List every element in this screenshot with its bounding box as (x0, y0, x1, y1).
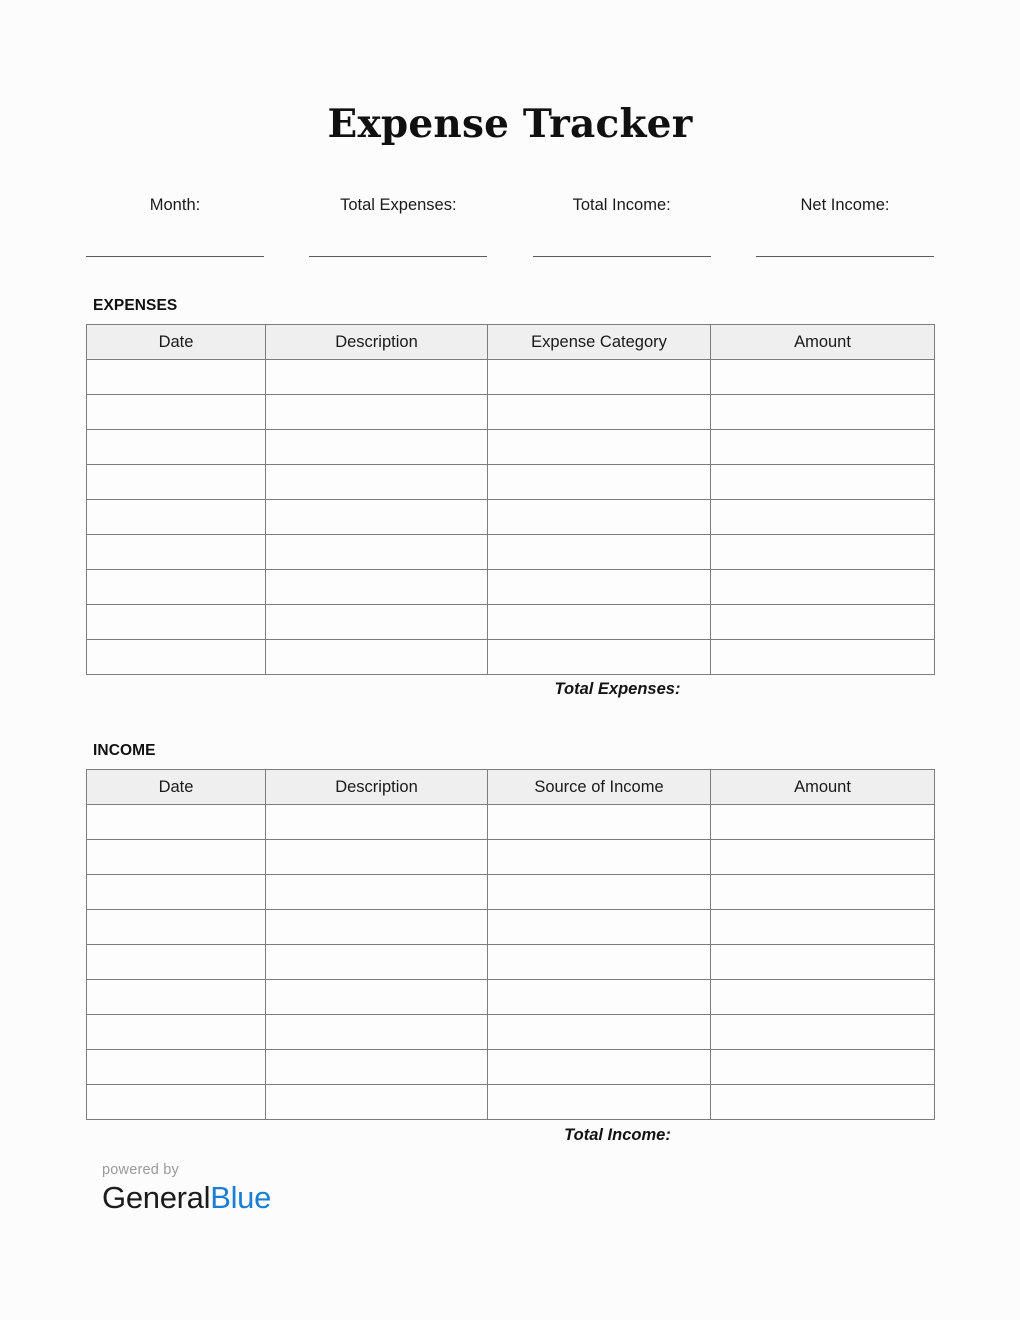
expenses-table-row-cell[interactable] (87, 535, 266, 570)
income-table-row-cell[interactable] (266, 875, 488, 910)
expenses-table-row-cell[interactable] (266, 430, 488, 465)
expenses-table-row (87, 500, 935, 535)
expenses-table-row-cell[interactable] (711, 640, 935, 675)
expenses-table-row-cell[interactable] (266, 395, 488, 430)
expenses-table-row-cell[interactable] (488, 465, 711, 500)
income-table-row-cell[interactable] (87, 1050, 266, 1085)
income-table-row-cell[interactable] (87, 910, 266, 945)
expenses-table-row-cell[interactable] (711, 430, 935, 465)
expenses-column-header-date: Date (87, 325, 266, 360)
brand-general-text: General (102, 1179, 211, 1215)
income-table-row-cell[interactable] (488, 875, 711, 910)
income-table-row (87, 1085, 935, 1120)
income-table-row (87, 1015, 935, 1050)
income-table-body (87, 805, 935, 1120)
summary-field-net-income (756, 196, 934, 257)
powered-by-label: powered by (102, 1162, 179, 1178)
income-table-row (87, 805, 935, 840)
income-total-line (86, 1126, 934, 1145)
income-table-row-cell[interactable] (87, 875, 266, 910)
expenses-table-row-cell[interactable] (87, 395, 266, 430)
income-column-header-description: Description (266, 770, 488, 805)
expenses-table-row-cell[interactable] (488, 500, 711, 535)
generalblue-logo (102, 1163, 271, 1213)
expenses-table (86, 324, 935, 675)
income-table-row-cell[interactable] (488, 1085, 711, 1120)
expenses-column-header-amount: Amount (711, 325, 935, 360)
expenses-table-row-cell[interactable] (488, 430, 711, 465)
income-table-row-cell[interactable] (266, 1085, 488, 1120)
income-table-row-cell[interactable] (87, 1085, 266, 1120)
expenses-table-row-cell[interactable] (266, 535, 488, 570)
expenses-table-row-cell[interactable] (711, 360, 935, 395)
expenses-table-row-cell[interactable] (488, 570, 711, 605)
expenses-table-row-cell[interactable] (488, 605, 711, 640)
income-table-row-cell[interactable] (266, 1050, 488, 1085)
income-table-row-cell[interactable] (488, 1050, 711, 1085)
expenses-table-row-cell[interactable] (87, 430, 266, 465)
summary-label-total-expenses: Total Expenses: (340, 196, 457, 214)
expenses-table-row (87, 640, 935, 675)
brand-wordmark (102, 1179, 272, 1215)
expenses-column-header-category: Expense Category (488, 325, 711, 360)
summary-field-total-expenses (309, 196, 487, 257)
income-table-row (87, 910, 935, 945)
income-table (86, 769, 935, 1120)
summary-input-total-income[interactable] (533, 256, 711, 257)
income-table-row-cell[interactable] (266, 1015, 488, 1050)
expenses-table-row-cell[interactable] (711, 465, 935, 500)
expenses-column-header-description: Description (266, 325, 488, 360)
expenses-table-row (87, 535, 935, 570)
income-table-row-cell[interactable] (87, 840, 266, 875)
income-table-row (87, 1050, 935, 1085)
expenses-table-row-cell[interactable] (488, 395, 711, 430)
summary-input-net-income[interactable] (756, 256, 934, 257)
income-table-row-cell[interactable] (711, 980, 935, 1015)
expenses-table-row-cell[interactable] (87, 605, 266, 640)
expenses-table-row-cell[interactable] (711, 570, 935, 605)
expenses-table-row (87, 395, 935, 430)
expenses-table-row (87, 360, 935, 395)
income-column-header-source: Source of Income (488, 770, 711, 805)
income-total-label: Total Income: (564, 1126, 671, 1144)
brand-blue-text: Blue (210, 1179, 272, 1215)
expenses-table-row-cell[interactable] (87, 500, 266, 535)
expenses-table-row-cell[interactable] (266, 360, 488, 395)
summary-input-total-expenses[interactable] (309, 256, 487, 257)
expenses-table-row-cell[interactable] (488, 640, 711, 675)
expenses-table-row (87, 430, 935, 465)
expenses-table-row-cell[interactable] (266, 640, 488, 675)
income-table-row-cell[interactable] (711, 1050, 935, 1085)
income-table-row-cell[interactable] (266, 910, 488, 945)
expenses-table-row-cell[interactable] (711, 395, 935, 430)
expenses-table-row (87, 465, 935, 500)
expenses-table-row-cell[interactable] (488, 360, 711, 395)
expenses-table-row-cell[interactable] (711, 500, 935, 535)
expenses-table-body (87, 360, 935, 675)
summary-label-net-income: Net Income: (800, 196, 890, 214)
expenses-table-row-cell[interactable] (266, 500, 488, 535)
expenses-table-row-cell[interactable] (266, 465, 488, 500)
income-column-header-amount: Amount (711, 770, 935, 805)
income-table-row (87, 980, 935, 1015)
summary-field-total-income (533, 196, 711, 257)
income-table-row-cell[interactable] (711, 840, 935, 875)
income-table-row-cell[interactable] (711, 945, 935, 980)
summary-label-month: Month: (149, 196, 201, 214)
section-label-income: INCOME (93, 742, 156, 759)
expenses-table-row (87, 605, 935, 640)
income-table-row-cell[interactable] (266, 805, 488, 840)
income-table-row-cell[interactable] (87, 945, 266, 980)
income-table-row-cell[interactable] (711, 875, 935, 910)
expenses-table-row-cell[interactable] (266, 570, 488, 605)
income-table-row-cell[interactable] (87, 805, 266, 840)
expenses-table-row-cell[interactable] (87, 360, 266, 395)
expenses-total-label: Total Expenses: (554, 680, 681, 698)
expenses-total-line (86, 680, 934, 699)
summary-label-total-income: Total Income: (572, 196, 671, 214)
income-column-header-date: Date (87, 770, 266, 805)
expenses-table-row-cell[interactable] (87, 465, 266, 500)
income-table-row-cell[interactable] (488, 910, 711, 945)
income-table-row-cell[interactable] (711, 805, 935, 840)
expenses-table-header-row (87, 325, 935, 360)
income-table-header-row (87, 770, 935, 805)
income-table-row-cell[interactable] (488, 840, 711, 875)
income-table-row-cell[interactable] (711, 1015, 935, 1050)
expenses-table-row-cell[interactable] (87, 570, 266, 605)
income-table-row-cell[interactable] (488, 945, 711, 980)
income-table-row-cell[interactable] (266, 840, 488, 875)
summary-fields (86, 196, 934, 257)
expenses-table-row-cell[interactable] (266, 605, 488, 640)
income-table-row (87, 945, 935, 980)
summary-input-month[interactable] (86, 256, 264, 257)
income-table-row-cell[interactable] (266, 945, 488, 980)
income-table-row-cell[interactable] (87, 980, 266, 1015)
income-table-row-cell[interactable] (711, 1085, 935, 1120)
expenses-table-row-cell[interactable] (488, 535, 711, 570)
income-table-row-cell[interactable] (711, 910, 935, 945)
summary-field-month (86, 196, 264, 257)
income-table-row-cell[interactable] (488, 805, 711, 840)
income-table-row-cell[interactable] (488, 980, 711, 1015)
income-table-row-cell[interactable] (266, 980, 488, 1015)
income-table-row-cell[interactable] (488, 1015, 711, 1050)
expenses-table-row-cell[interactable] (711, 535, 935, 570)
page-title: Expense Tracker (327, 101, 693, 147)
income-table-row (87, 875, 935, 910)
section-label-expenses: EXPENSES (93, 297, 178, 314)
income-table-row (87, 840, 935, 875)
expenses-table-row-cell[interactable] (711, 605, 935, 640)
expenses-table-row (87, 570, 935, 605)
income-table-row-cell[interactable] (87, 1015, 266, 1050)
expenses-table-row-cell[interactable] (87, 640, 266, 675)
